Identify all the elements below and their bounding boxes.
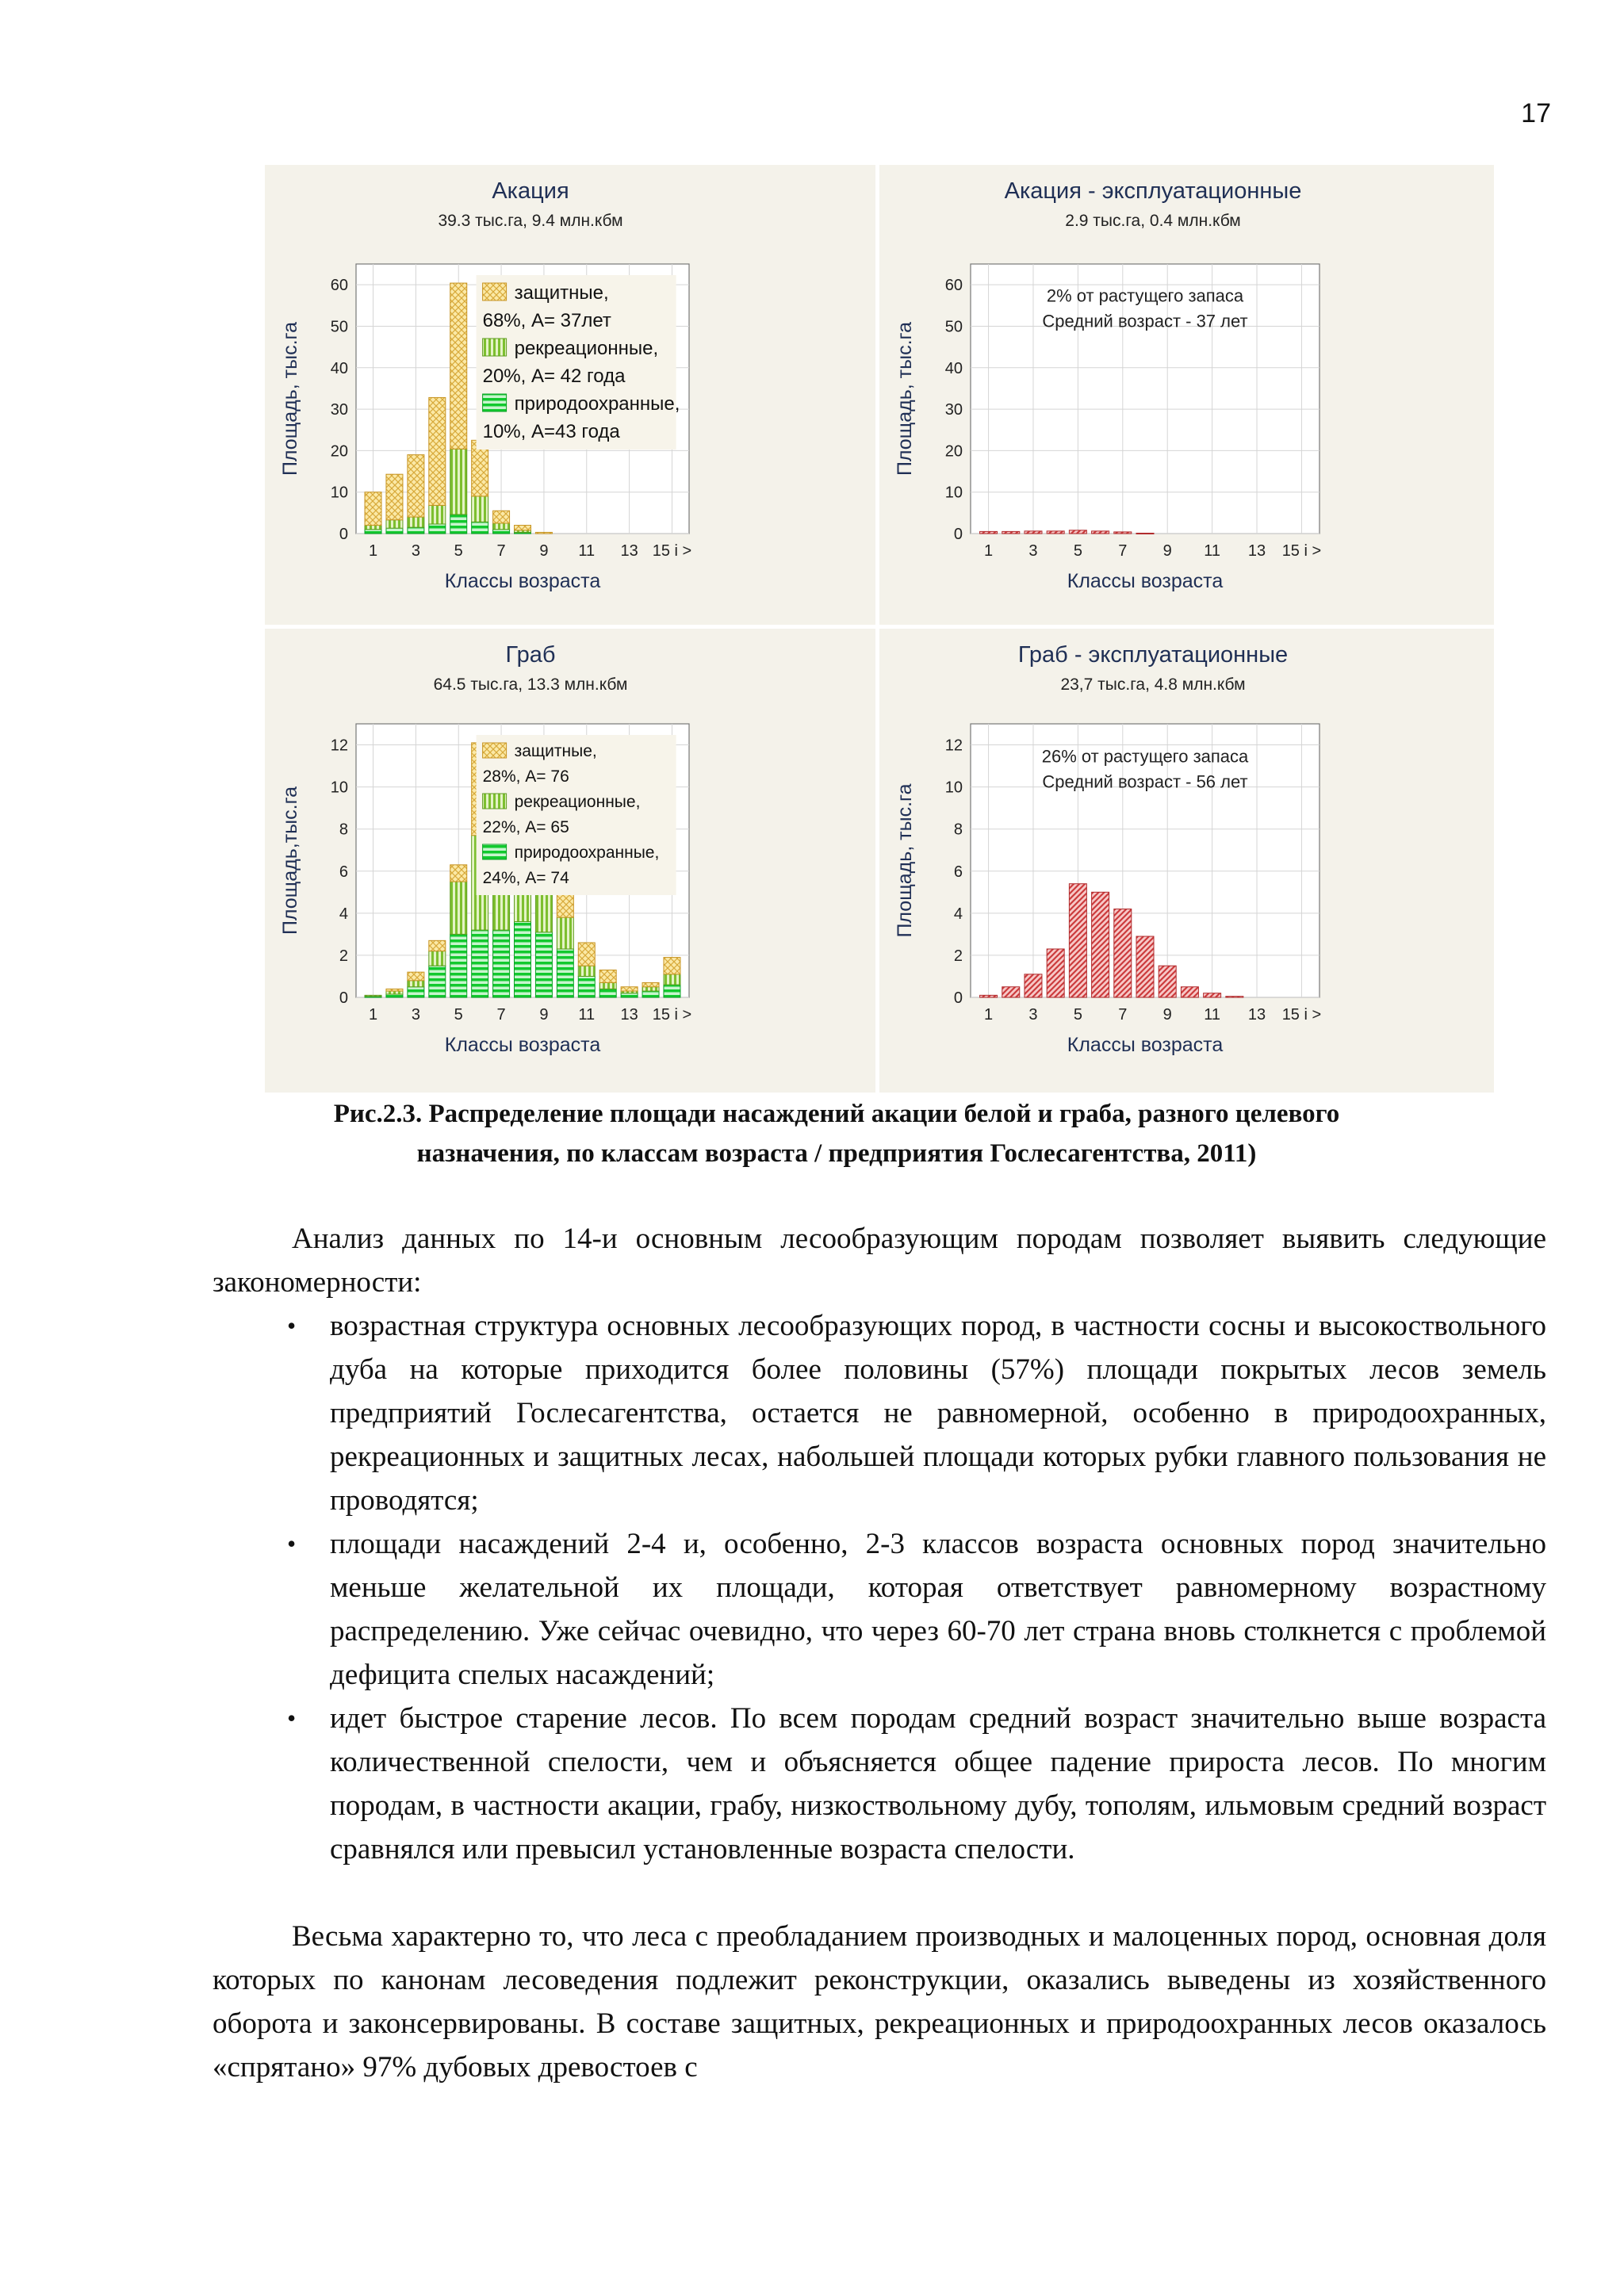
chart-title: Акация - эксплуатационные (1004, 178, 1302, 204)
bar (472, 496, 488, 522)
x-axis-label: Классы возраста (444, 570, 601, 592)
x-tick-label: 9 (1162, 542, 1172, 560)
legend-label: природоохранные, (514, 844, 660, 862)
bar (429, 397, 446, 505)
legend-detail: 24%, А= 74 (482, 869, 569, 887)
bar (642, 987, 659, 991)
bar (621, 993, 638, 997)
x-tick-label: 9 (539, 542, 549, 560)
bar (386, 520, 403, 528)
legend-label: рекреационные, (514, 793, 641, 811)
bar (535, 532, 552, 534)
bar (599, 989, 616, 997)
bar (1025, 531, 1042, 534)
y-tick-label: 20 (330, 442, 348, 461)
bar (664, 974, 680, 985)
bar (578, 976, 595, 997)
x-tick-label: 11 (578, 1006, 596, 1024)
y-tick-label: 12 (330, 737, 348, 755)
chart-subtitle: 39.3 тыс.га, 9.4 млн.кбм (438, 212, 623, 230)
x-tick-label: 3 (1028, 1006, 1038, 1024)
x-tick-label: 1 (368, 1006, 378, 1024)
bar (642, 991, 659, 997)
bar (1136, 533, 1154, 534)
bar (429, 505, 446, 524)
bar (515, 526, 531, 530)
y-tick-label: 30 (944, 401, 963, 419)
y-axis-label: Площадь, тыс.га (279, 321, 301, 476)
bar (1114, 532, 1132, 534)
y-tick-label: 0 (339, 526, 348, 543)
legend-detail: 22%, А= 65 (482, 818, 569, 836)
legend-swatch (483, 283, 507, 300)
x-axis-label: Классы возраста (1067, 1034, 1224, 1056)
legend-swatch (483, 794, 507, 809)
bar (664, 958, 680, 974)
bar (386, 474, 403, 520)
bar (578, 966, 595, 976)
bar (493, 523, 510, 530)
bar (386, 528, 403, 534)
y-axis-label: Площадь,тыс.га (279, 786, 301, 936)
annotation-line-1: 2% от растущего запаса (1046, 285, 1244, 306)
bullet-list (213, 1304, 1546, 1871)
chart-hornbeam-exploitation (879, 629, 1494, 1093)
bar (621, 987, 638, 991)
legend-detail: 20%, А= 42 года (482, 365, 626, 387)
bar (386, 991, 403, 994)
x-axis-label: Классы возраста (444, 1034, 601, 1056)
legend-label: защитные, (514, 742, 597, 760)
bar (429, 951, 446, 966)
chart-title: Акация (492, 178, 569, 204)
legend-swatch (483, 743, 507, 758)
bar (1181, 987, 1198, 997)
y-tick-label: 10 (944, 779, 963, 797)
bar (599, 970, 616, 983)
x-tick-label: 5 (1073, 1006, 1082, 1024)
page-number: 17 (1521, 98, 1551, 128)
caption-line-1: Рис.2.3. Распределение площади насаждений акации белой и граба, разного целевого (333, 1100, 1340, 1128)
y-tick-label: 40 (944, 359, 963, 377)
bar (450, 865, 467, 882)
figure (265, 165, 1494, 1093)
y-tick-label: 20 (944, 442, 963, 461)
bar (557, 917, 573, 949)
y-axis-label: Площадь, тыс.га (894, 321, 916, 476)
bar (408, 987, 424, 997)
legend-swatch (483, 394, 507, 411)
annotation-line-2: Средний возраст - 37 лет (1042, 311, 1248, 331)
caption-line-2: назначения, по классам возраста / предприятия Гослесагентства, 2011) (416, 1139, 1257, 1168)
bar (980, 995, 998, 997)
chart-panel-acacia-exploitation (879, 165, 1494, 625)
y-tick-label: 10 (944, 484, 963, 502)
y-tick-label: 0 (339, 989, 348, 1007)
bar (408, 972, 424, 981)
bar (1092, 531, 1109, 534)
x-tick-label: 3 (411, 542, 420, 560)
bar (1047, 531, 1064, 534)
y-axis-label: Площадь, тыс.га (894, 783, 916, 938)
paragraph-gap (213, 1871, 1546, 1915)
x-tick-label: 5 (454, 542, 463, 560)
legend-label: природоохранные, (514, 393, 680, 415)
legend-detail: 28%, А= 76 (482, 767, 569, 786)
x-tick-label: 15 і > (1281, 542, 1322, 560)
bar (493, 530, 510, 534)
x-tick-label: 15 і > (652, 1006, 692, 1024)
x-tick-label: 1 (984, 542, 994, 560)
bar (365, 530, 381, 534)
y-tick-label: 60 (330, 277, 348, 295)
bullet-item-1: • возрастная структура основных лесообразующих пород, в частности сосны и высокоствольного дуба на которые приходится более половины (57%) площади покрытых лесов земель предприятий Гослесагентства, остается не равномерной, особенно в природоохранных, рекреационных и защитных лесах, набольшей площади которых рубки главного пользования не проводятся; (213, 1304, 1546, 1522)
y-tick-label: 6 (339, 863, 348, 881)
bar (365, 526, 381, 530)
x-tick-label: 5 (454, 1006, 463, 1024)
x-tick-label: 9 (539, 1006, 549, 1024)
x-tick-label: 7 (1118, 542, 1128, 560)
chart-panel-acacia (265, 165, 875, 625)
legend-detail: 10%, А=43 года (482, 421, 620, 442)
bar (386, 989, 403, 991)
figure-caption (182, 1094, 1491, 1173)
chart-acacia (265, 165, 875, 625)
chart-panel-hornbeam-exploitation (879, 629, 1494, 1093)
bar (493, 511, 510, 523)
y-tick-label: 0 (953, 526, 963, 543)
x-tick-label: 7 (496, 542, 506, 560)
bar (408, 517, 424, 527)
x-tick-label: 13 (620, 542, 638, 560)
y-tick-label: 2 (953, 947, 963, 965)
x-tick-label: 5 (1073, 542, 1082, 560)
intro-paragraph: Анализ данных по 14-и основным лесообразующим породам позволяет выявить следующие закономерности: (213, 1223, 1546, 1299)
y-tick-label: 12 (944, 737, 963, 755)
y-tick-label: 8 (953, 821, 963, 839)
annotation-line-2: Средний возраст - 56 лет (1042, 771, 1248, 792)
y-tick-label: 10 (330, 779, 348, 797)
x-tick-label: 1 (984, 1006, 994, 1024)
bar (386, 994, 403, 997)
chart-subtitle: 64.5 тыс.га, 13.3 млн.кбм (433, 675, 628, 694)
closing-paragraph: Весьма характерно то, что леса с преобладанием производных и малоценных пород, основная доля которых по канонам лесоведения подлежит реконструкции, оказались выведены из хозяйственного оборота и законсервированы. В составе защитных, рекреационных и природоохранных лесов оказалось «спрятано» 97% дубовых древостоев с (213, 1920, 1546, 2084)
bar (450, 934, 467, 997)
bullet-item-2: • площади насаждений 2-4 и, особенно, 2-3 классов возраста основных пород значительно меньше желательной их площади, которая ответствует равномерному возрастному распределению. Уже сейчас очевидно, что через 60-70 лет страна вновь столкнется с проблемой дефицита спелых насаждений; (213, 1522, 1546, 1697)
bar (450, 283, 467, 449)
x-tick-label: 11 (1204, 542, 1220, 560)
bar (429, 524, 446, 534)
x-tick-label: 3 (411, 1006, 420, 1024)
bar (472, 522, 488, 534)
x-tick-label: 3 (1028, 542, 1038, 560)
bar (599, 982, 616, 989)
chart-title: Граб - эксплуатационные (1017, 642, 1289, 668)
bar (557, 949, 573, 997)
bar (493, 930, 510, 997)
bar (1002, 987, 1020, 997)
bar (472, 930, 488, 997)
bar (1204, 993, 1221, 997)
legend-swatch (483, 339, 507, 356)
bar (1114, 909, 1132, 997)
bar (535, 932, 552, 997)
bar (642, 982, 659, 986)
bar (980, 531, 998, 534)
bar (365, 995, 381, 996)
chart-title: Граб (505, 642, 556, 668)
bar (429, 966, 446, 997)
bar (1136, 936, 1154, 997)
y-tick-label: 40 (330, 359, 348, 377)
bar (1025, 974, 1042, 997)
y-tick-label: 0 (953, 989, 963, 1007)
y-tick-label: 30 (330, 401, 348, 419)
x-axis-label: Классы возраста (1067, 570, 1224, 592)
bar (1047, 949, 1064, 997)
chart-subtitle: 23,7 тыс.га, 4.8 млн.кбм (1060, 675, 1246, 694)
chart-panel-hornbeam (265, 629, 875, 1093)
x-tick-label: 13 (620, 1006, 638, 1024)
y-tick-label: 50 (944, 318, 963, 336)
y-tick-label: 2 (339, 947, 348, 965)
legend-detail: 68%, А= 37лет (482, 310, 611, 331)
x-tick-label: 7 (496, 1006, 506, 1024)
bar (1159, 966, 1176, 997)
legend-label: рекреационные, (514, 338, 659, 359)
chart-hornbeam (265, 629, 875, 1093)
bar (450, 449, 467, 515)
x-tick-label: 13 (1247, 542, 1266, 560)
y-tick-label: 8 (339, 821, 348, 839)
y-tick-label: 50 (330, 318, 348, 336)
y-tick-label: 60 (944, 277, 963, 295)
annotation-line-1: 26% от растущего запаса (1041, 746, 1249, 767)
bar (1092, 892, 1109, 997)
y-tick-label: 6 (953, 863, 963, 881)
bar (450, 882, 467, 934)
bar (365, 492, 381, 526)
x-tick-label: 11 (1204, 1006, 1220, 1024)
x-tick-label: 11 (578, 542, 596, 560)
x-tick-label: 13 (1247, 1006, 1266, 1024)
bar (408, 527, 424, 534)
bar (664, 985, 680, 997)
chart-acacia-exploitation (879, 165, 1494, 625)
legend-swatch (483, 844, 507, 859)
chart-subtitle: 2.9 тыс.га, 0.4 млн.кбм (1065, 212, 1241, 230)
x-tick-label: 1 (368, 542, 378, 560)
bar (408, 981, 424, 987)
bar (1002, 531, 1020, 534)
bar (1069, 530, 1086, 534)
x-tick-label: 7 (1118, 1006, 1128, 1024)
body-text (213, 1217, 1546, 2089)
x-tick-label: 15 і > (652, 542, 692, 560)
bar (1069, 884, 1086, 997)
y-tick-label: 4 (339, 905, 348, 923)
bar (429, 940, 446, 951)
bar (515, 921, 531, 997)
bar (578, 943, 595, 966)
y-tick-label: 4 (953, 905, 963, 923)
x-tick-label: 9 (1162, 1006, 1172, 1024)
x-tick-label: 15 і > (1281, 1006, 1322, 1024)
bar (408, 455, 424, 517)
bar (450, 515, 467, 534)
y-tick-label: 10 (330, 484, 348, 502)
bullet-item-3: • идет быстрое старение лесов. По всем породам средний возраст значительно выше возраста количественной спелости, чем и объясняется общее падение прироста лесов. По многим породам, в частности акации, грабу, низкоствольному дубу, тополям, ильмовым средний возраст сравнялся или превысил установленные возраста спелости. (213, 1697, 1546, 1871)
legend-label: защитные, (514, 282, 609, 304)
